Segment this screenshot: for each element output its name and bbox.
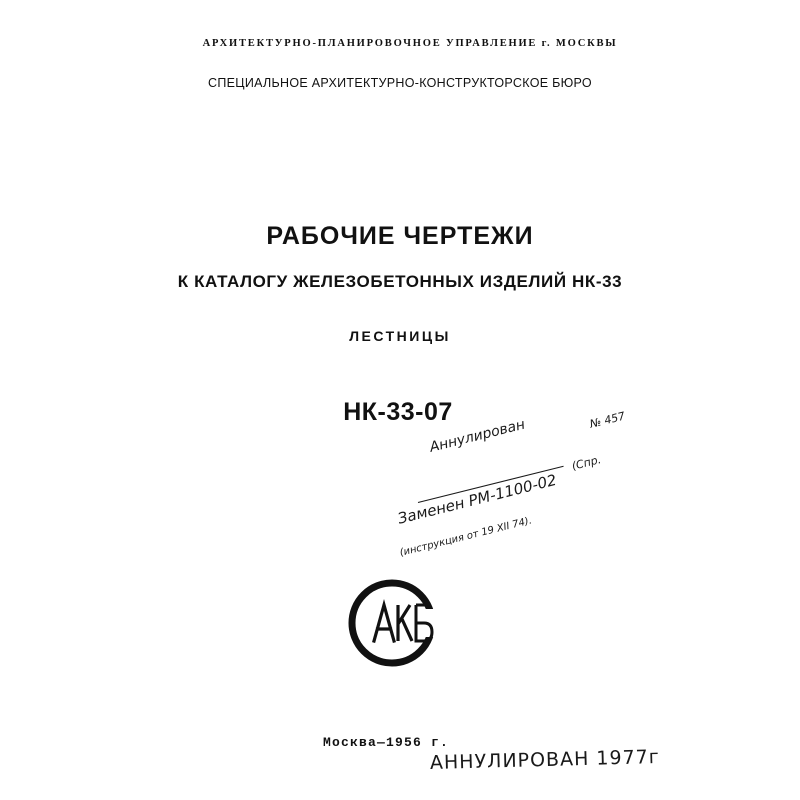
akb-logo-icon xyxy=(344,575,440,671)
handwritten-replacement-note: Заменен РМ-1100-02 xyxy=(395,470,559,528)
organization-header: АРХИТЕКТУРНО-ПЛАНИРОВОЧНОЕ УПРАВЛЕНИЕ г. МОСКВЫ xyxy=(202,38,618,49)
handwritten-reference-note: (Спр. xyxy=(570,453,603,473)
city-year: Москва—1956 г. xyxy=(322,735,450,750)
document-code: НК-33-07 xyxy=(343,398,453,426)
handwritten-annulled-stamp: АННУЛИРОВАН 1977г xyxy=(429,745,660,774)
document-subtitle: К КАТАЛОГУ ЖЕЛЕЗОБЕТОННЫХ ИЗДЕЛИЙ НК-33 xyxy=(177,272,623,291)
handwritten-instruction-note: (инструкция от 19 XII 74). xyxy=(398,515,534,559)
bureau-name: СПЕЦИАЛЬНОЕ АРХИТЕКТУРНО-КОНСТРУКТОРСКОЕ БЮРО xyxy=(208,76,592,90)
section-name: ЛЕСТНИЦЫ xyxy=(349,328,451,344)
document-title: РАБОЧИЕ ЧЕРТЕЖИ xyxy=(266,222,534,250)
handwritten-annulled-note: Аннулирован xyxy=(428,416,527,456)
handwritten-number-note: № 457 xyxy=(588,409,627,431)
